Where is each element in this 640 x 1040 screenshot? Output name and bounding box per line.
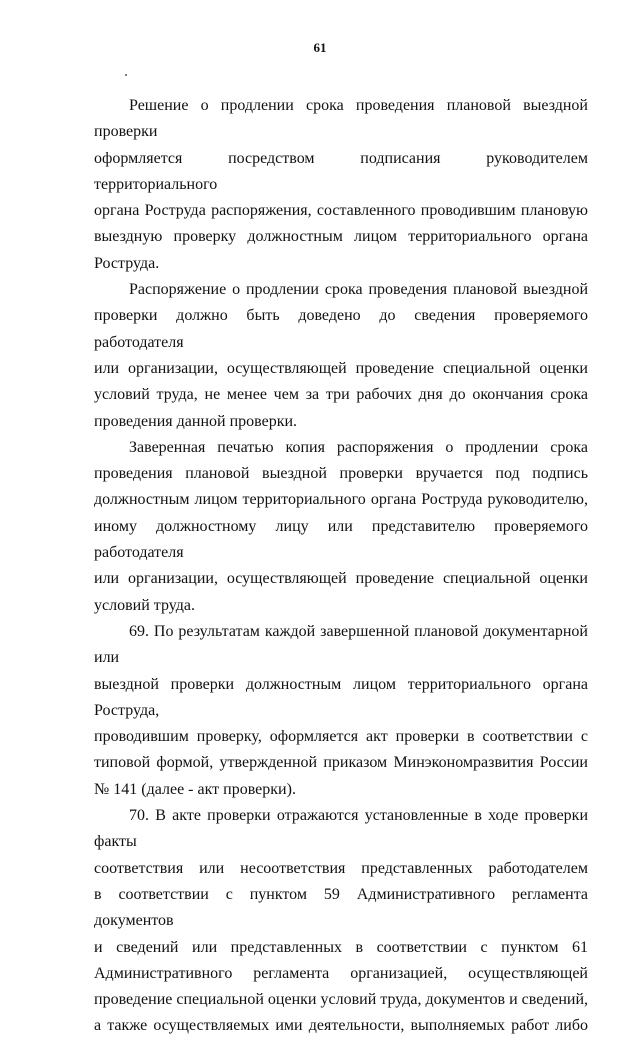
text-line: 69. По результатам каждой завершенной плановой документарной или xyxy=(94,622,588,667)
paragraph-extension-decision xyxy=(94,93,588,277)
document-body xyxy=(94,93,588,1040)
text-line: 70. В акте проверки отражаются установленные в ходе проверки факты xyxy=(94,807,588,851)
text-line: органа Роструда распоряжения, составленного проводившим плановую xyxy=(94,202,588,220)
text-line: условий труда. xyxy=(94,596,195,614)
text-line: Роструда. xyxy=(94,254,160,272)
text-line: проведение специальной оценки условий труда, документов и сведений, xyxy=(94,991,589,1009)
text-line: Распоряжение о продлении срока проведения плановой выездной xyxy=(129,281,588,299)
scan-speck xyxy=(125,74,127,76)
text-line: типовой формой, утвержденной приказом Минэкономразвития России xyxy=(94,754,588,772)
text-line: Административного регламента организацией, осуществляющей xyxy=(94,964,588,982)
text-line: и сведений или представленных в соответствии с пунктом 61 xyxy=(94,938,588,956)
paragraph-certified-copy xyxy=(94,435,588,619)
text-line: в соответствии с пунктом 59 Административного регламента документов xyxy=(94,885,588,930)
text-line: Заверенная печатью копия распоряжения о продлении срока xyxy=(129,438,588,456)
paragraph-clause-69 xyxy=(94,619,588,803)
text-line: Решение о продлении срока проведения плановой выездной проверки xyxy=(94,97,588,141)
paragraph-clause-70 xyxy=(94,803,588,1040)
text-line: проводившим проверку, оформляется акт проверки в соответствии с xyxy=(94,728,588,746)
text-line: № 141 (далее - акт проверки). xyxy=(94,780,296,798)
text-line: или организации, осуществляющей проведение специальной оценки xyxy=(94,359,588,377)
text-line: выездную проверку должностным лицом территориального органа xyxy=(94,228,588,246)
text-line: проведения плановой выездной проверки вручается под подпись xyxy=(94,465,588,483)
text-line: выездной проверки должностным лицом территориального органа Роструда, xyxy=(94,675,588,719)
text-line: проверки должно быть доведено до сведения проверяемого работодателя xyxy=(94,307,588,351)
text-line: проведения данной проверки. xyxy=(94,412,298,430)
text-line: иному должностному лицу или представителю проверяемого работодателя xyxy=(94,517,588,562)
text-line: или организации, осуществляющей проведение специальной оценки xyxy=(94,570,588,588)
text-line: соответствия или несоответствия представленных работодателем xyxy=(94,859,588,877)
paragraph-order-notification xyxy=(94,277,588,435)
text-line: должностным лицом территориального органа Роструда руководителю, xyxy=(94,491,588,509)
text-line: оформляется посредством подписания руководителем территориального xyxy=(94,149,588,193)
page-number: 61 xyxy=(313,40,327,55)
text-line: а также осуществляемых ими деятельности, выполняемых работ либо xyxy=(94,1017,588,1035)
text-line: условий труда, не менее чем за три рабочих дня до окончания срока xyxy=(94,386,588,404)
